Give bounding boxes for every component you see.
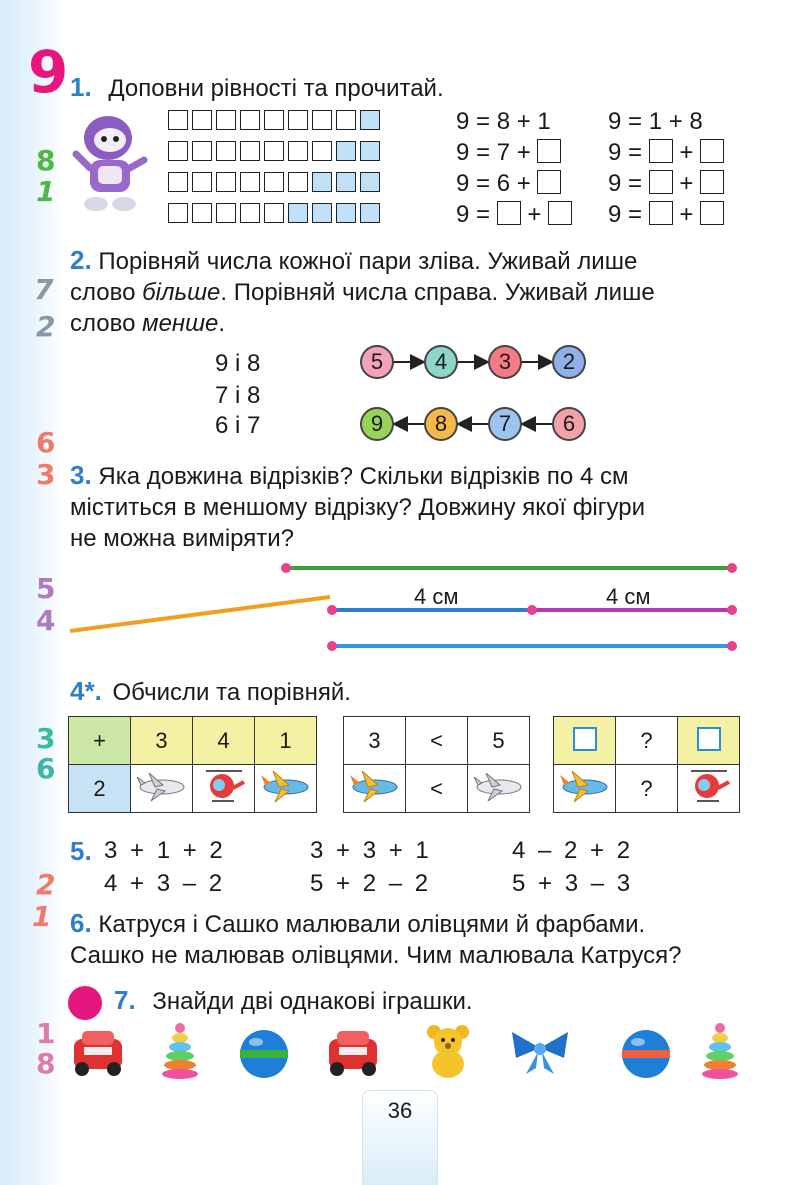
expression: 3 + 3 + 1 — [310, 837, 429, 864]
number-circle: 2 — [552, 345, 586, 379]
task2-text: 2. Порівняй числа кожної пари зліва. Уживай лише слово більше. Порівняй числа справа. Уживай лише слово менше. — [70, 245, 655, 337]
side-number: 1 — [36, 175, 56, 208]
answer-box[interactable] — [649, 139, 673, 163]
pair: 6 і 7 — [215, 412, 261, 439]
answer-box[interactable] — [700, 201, 724, 225]
side-number: 6 — [36, 426, 56, 459]
pyramid-toy-icon — [700, 1022, 740, 1082]
number-circle: 7 — [488, 407, 522, 441]
number-circle: 6 — [552, 407, 586, 441]
lesson-number: 9 — [28, 38, 69, 106]
equation: 9 = + — [608, 170, 724, 198]
squares-row-2 — [168, 141, 384, 161]
pair: 7 і 8 — [215, 382, 261, 409]
equation: 9 = + — [608, 201, 724, 229]
equation: 9 = 6 + — [456, 170, 561, 198]
expression: 5 + 2 – 2 — [310, 870, 429, 897]
side-number: 2 — [36, 868, 56, 901]
teddy-bear-icon — [420, 1022, 476, 1080]
expression: 3 + 1 + 2 — [104, 837, 223, 864]
answer-box[interactable] — [548, 201, 572, 225]
number-circle: 3 — [488, 345, 522, 379]
side-number: 1 — [32, 900, 52, 933]
side-number: 3 — [36, 722, 56, 755]
answer-box[interactable] — [697, 727, 721, 751]
pair: 9 і 8 — [215, 350, 261, 377]
answer-box[interactable] — [649, 170, 673, 194]
equation: 9 = + — [608, 139, 724, 167]
pink-dot-icon — [68, 986, 102, 1020]
answer-box[interactable] — [649, 201, 673, 225]
expression: 4 – 2 + 2 — [512, 837, 631, 864]
segment-label: 4 см — [606, 584, 651, 609]
squares-row-3 — [168, 172, 384, 192]
toy-car-icon — [323, 1025, 383, 1081]
segments-figure — [60, 555, 760, 665]
page-number: 36 — [387, 1098, 413, 1123]
segment-label: 4 см — [414, 584, 459, 609]
toy-car-icon — [68, 1025, 128, 1081]
helicopter-image — [678, 765, 740, 813]
equation: 9 = 1 + 8 — [608, 108, 703, 135]
squares-row-1 — [168, 110, 384, 130]
side-number: 8 — [36, 144, 56, 177]
airplane-yellow-image — [255, 765, 317, 813]
answer-box[interactable] — [700, 139, 724, 163]
number-circle: 8 — [424, 407, 458, 441]
airplane-yellow-image — [344, 765, 406, 813]
task3-text: 3. Яка довжина відрізків? Скільки відрізків по 4 см міститься в меншому відрізку? Довжину якої фігури не можна виміряти? — [70, 460, 646, 552]
pyramid-toy-icon — [160, 1022, 200, 1082]
expression: 4 + 3 – 2 — [104, 870, 223, 897]
question-table: ? ? — [553, 716, 740, 813]
squares-row-4 — [168, 203, 384, 223]
side-number: 6 — [36, 752, 56, 785]
answer-box[interactable] — [700, 170, 724, 194]
equation: 9 = 7 + — [456, 139, 561, 167]
expression: 5 + 3 – 3 — [512, 870, 631, 897]
side-number: 4 — [36, 604, 56, 637]
task1-heading: 1. Доповни рівності та прочитай. — [70, 72, 444, 102]
equation: 9 = + — [456, 201, 572, 229]
equation: 9 = 8 + 1 — [456, 108, 551, 135]
airplane-yellow-image — [554, 765, 616, 813]
task5-number: 5. — [70, 836, 92, 866]
side-number: 8 — [36, 1047, 56, 1080]
answer-box[interactable] — [537, 170, 561, 194]
task6-text: 6. Катруся і Сашко малювали олівцями й фарбами. Сашко не малював олівцями. Чим малювала Катруся? — [70, 908, 682, 969]
robot-illustration — [70, 108, 150, 216]
compare-table: 3 < 5 < — [343, 716, 530, 813]
answer-box[interactable] — [537, 139, 561, 163]
side-number: 3 — [36, 458, 56, 491]
plane-image — [468, 765, 530, 813]
answer-box[interactable] — [573, 727, 597, 751]
addition-table: + 3 4 1 2 — [68, 716, 317, 813]
side-number: 5 — [36, 572, 56, 605]
answer-box[interactable] — [497, 201, 521, 225]
number-circle: 5 — [360, 345, 394, 379]
number-circle: 4 — [424, 345, 458, 379]
side-number: 1 — [36, 1017, 56, 1050]
number-circle: 9 — [360, 407, 394, 441]
helicopter-image — [193, 765, 255, 813]
ball-green-stripe-icon — [238, 1028, 290, 1080]
bow-icon — [508, 1028, 572, 1076]
ball-red-stripe-icon — [620, 1028, 672, 1080]
side-number: 2 — [36, 310, 56, 343]
task7-heading: 7. Знайди дві однакові іграшки. — [114, 985, 473, 1015]
task4-heading: 4*. Обчисли та порівняй. — [70, 676, 351, 706]
side-number: 7 — [34, 273, 54, 306]
plane-image — [131, 765, 193, 813]
